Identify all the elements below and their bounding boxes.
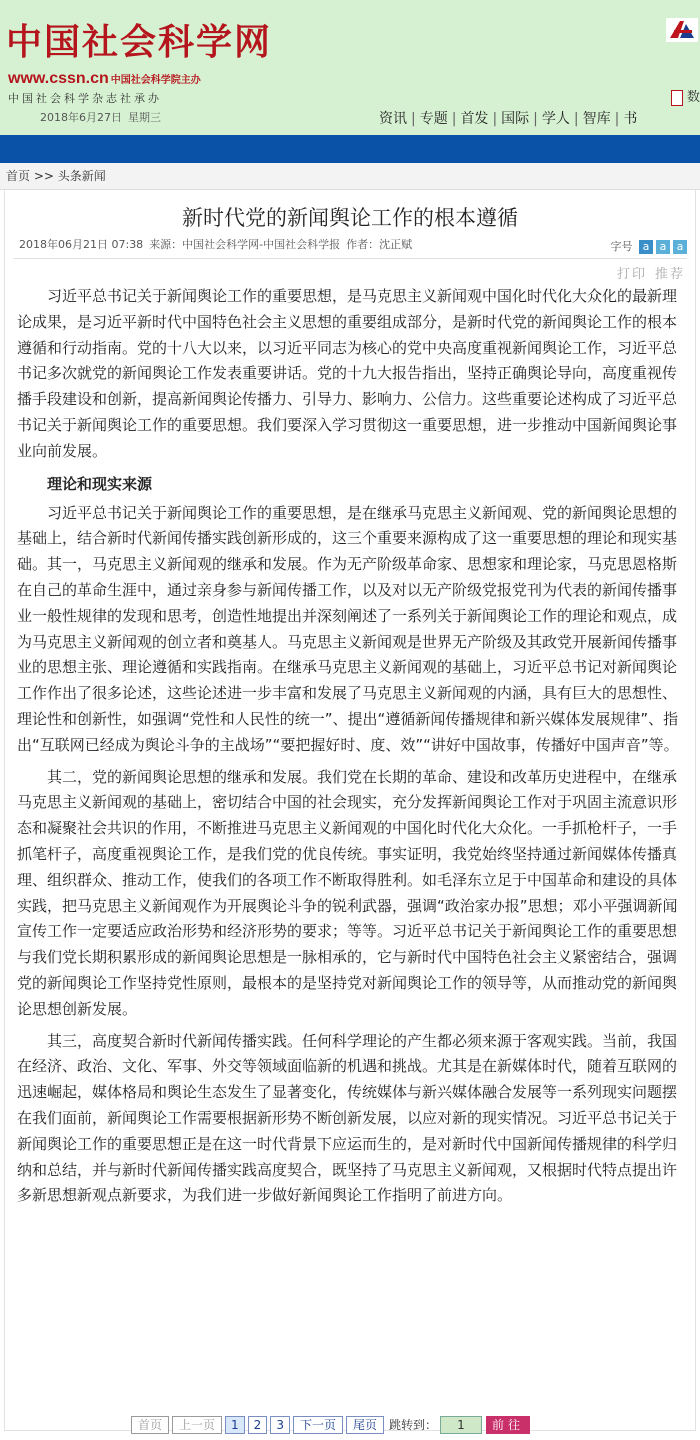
breadcrumb-section[interactable]: 头条新闻: [57, 169, 106, 183]
article-title: 新时代党的新闻舆论工作的根本遵循: [182, 206, 518, 230]
nav-item-news[interactable]: 资讯: [379, 111, 407, 127]
font-size-small-button[interactable]: a: [673, 240, 687, 254]
article-source: 来源：中国社会科学网-中国社会科学报: [149, 238, 341, 251]
article-subheading: 理论和现实来源: [47, 474, 153, 493]
font-size-medium-button[interactable]: a: [656, 240, 670, 254]
weekday-text: 星期三: [128, 111, 161, 124]
article-paragraph: 习近平总书记关于新闻舆论工作的重要思想，是在继承马克思主义新闻观、党的新闻舆论思想的基础上，结合新时代新闻传播实践创新形成的，这三个重要来源构成了这一重要思想的理论和现实基础。其一，马克思主义新闻观的继承和发展。作为无产阶级革命家、思想家和理论家，马克思恩格斯在自己的革命生涯中，通过亲身参与新闻传播工作，以及对以无产阶级党报党刊为代表的新闻传播事业一般性规律的发现和思考，创造性地提出并深刻阐述了一系列关于新闻舆论工作的理论和观点，成为马克思主义新闻观的创立者和奠基人。马克思主义新闻观是世界无产阶级及其政党开展新闻传播事业的思想主张、理论遵循和实践指南。在继承马克思主义新闻观的基础上，习近平总书记对新闻舆论工作作出了很多论述，这些论述进一步丰富和发展了马克思主义新闻观的内涵，具有巨大的思想性、理论性和创新性，如强调“党性和人民性的统一”、提出“遵循新闻传播规律和新兴媒体发展规律”、指出“互联网已经成为舆论斗争的主战场”“要把握好时、度、效”“讲好中国故事，传播好中国声音”等。: [17, 503, 679, 754]
nav-divider: |: [492, 111, 498, 127]
pager-page-1[interactable]: 1: [225, 1416, 245, 1434]
print-button[interactable]: 打印: [616, 267, 647, 282]
site-header: [0, 0, 700, 135]
pager-last-button[interactable]: 尾页: [346, 1416, 384, 1434]
article-container: [4, 190, 696, 1431]
breadcrumb: [0, 163, 700, 190]
pagination: [131, 1416, 530, 1434]
pager-next-button[interactable]: 下一页: [293, 1416, 343, 1434]
pager-go-button[interactable]: 前往: [486, 1416, 530, 1434]
nav-item-international[interactable]: 国际: [501, 111, 530, 127]
pager-jump-input[interactable]: 1: [440, 1416, 482, 1434]
breadcrumb-separator: >>: [33, 169, 54, 183]
pager-page-3[interactable]: 3: [270, 1416, 290, 1434]
nav-divider: |: [573, 111, 579, 127]
site-logo[interactable]: 中国社会科学网: [6, 21, 273, 63]
nav-item-topics[interactable]: 专题: [419, 111, 448, 127]
font-size-large-button[interactable]: a: [639, 240, 653, 254]
site-publisher: 中国社会科学杂志社承办: [8, 92, 162, 105]
main-nav: [375, 108, 641, 128]
article-tools: [5, 263, 695, 282]
article-author: 作者：沈正赋: [346, 238, 413, 251]
nav-item-first-release[interactable]: 首发: [460, 111, 489, 127]
nav-item-books[interactable]: 书: [623, 111, 638, 127]
article-paragraph: 习近平总书记关于新闻舆论工作的重要思想，是马克思主义新闻观中国化时代化大众化的最新理论成果，是习近平新时代中国特色社会主义思想的重要组成部分，是新时代党的新闻舆论工作的根本遵循和行动指南。党的十八大以来，以习近平同志为核心的党中央高度重视新闻舆论工作，习近平总书记多次就党的新闻舆论工作发表重要讲话。党的十九大报告指出，坚持正确舆论导向，高度重视传播手段建设和创新，提高新闻舆论传播力、引导力、影响力、公信力。这些重要论述构成了习近平总书记关于新闻舆论工作的重要思想。我们要深入学习贯彻这一重要思想，进一步推动中国新闻舆论事业向前发展。: [17, 287, 678, 460]
article-paragraph: 其二，党的新闻舆论思想的继承和发展。我们党在长期的革命、建设和改革历史进程中，在继承马克思主义新闻观的基础上，密切结合中国的社会现实，充分发挥新闻舆论工作对于巩固主流意识形态和凝聚社会共识的作用，不断推进马克思主义新闻观的中国化时代化大众化。一手抓枪杆子，一手抓笔杆子，高度重视舆论工作，是我们党的优良传统。事实证明，我党始终坚持通过新闻媒体传播真理、组织群众、推动工作，使我们的各项工作不断取得胜利。如毛泽东立足于中国革命和建设的具体实践，把马克思主义新闻观作为开展舆论斗争的锐利武器，强调“政治家办报”思想；邓小平强调新闻宣传工作一定要适应政治形势和经济形势的要求；等等。习近平总书记关于新闻舆论工作的重要思想与我们党长期积累形成的新闻舆论思想是一脉相承的，它与新时代中国特色社会主义紧密结合，强调党的新闻舆论工作坚持党性原则，最根本的是坚持党对新闻舆论工作的领导等，从而推动党的新闻舆论思想创新发展。: [17, 767, 678, 1018]
pager-prev-button[interactable]: 上一页: [172, 1416, 222, 1434]
site-url: [8, 70, 201, 88]
current-date: [40, 109, 167, 125]
pager-first-button[interactable]: 首页: [131, 1416, 169, 1434]
font-size-switcher: [611, 236, 688, 258]
nav-color-bar: [0, 135, 700, 163]
article-body: [17, 284, 683, 1215]
corner-link-text: 数: [686, 90, 700, 105]
breadcrumb-home[interactable]: 首页: [6, 169, 31, 183]
article-paragraph: 其三，高度契合新时代新闻传播实践。任何科学理论的产生都必须来源于客观实践。当前，我国在经济、政治、文化、军事、外交等领域面临新的机遇和挑战。尤其是在新媒体时代，随着互联网的迅速崛起，媒体格局和舆论生态发生了显著变化，传统媒体与新兴媒体融合发展等一系列现实问题摆在我们面前，新闻舆论工作需要根据新形势不断创新发展，以应对新的现实情况。习近平总书记关于新闻舆论工作的重要思想正是在这一时代背景下应运而生的，是对新时代中国新闻传播规律的科学归纳和总结，并与新时代新闻传播实践高度契合，既坚持了马克思主义新闻观，又根据时代特点提出许多新思想新观点新要求，为我们进一步做好新闻舆论工作指明了前进方向。: [17, 1031, 678, 1205]
nav-divider: |: [411, 111, 416, 127]
corner-link[interactable]: [671, 86, 700, 106]
date-text: 2018年6月27日: [40, 111, 122, 124]
nav-divider: |: [614, 111, 620, 127]
book-icon: [671, 90, 683, 106]
nav-item-scholars[interactable]: 学人: [541, 111, 570, 127]
nav-divider: |: [533, 111, 538, 127]
article-meta: [13, 234, 687, 259]
pager-jump-label: 跳转到：: [388, 1418, 437, 1432]
pager-page-2[interactable]: 2: [248, 1416, 268, 1434]
article-info: [19, 234, 418, 256]
partner-logo-icon[interactable]: [666, 18, 698, 42]
site-sponsor: 中国社会科学院主办: [110, 75, 201, 86]
font-size-label: 字号: [610, 240, 633, 253]
nav-divider: |: [451, 111, 457, 127]
site-url-text[interactable]: www.cssn.cn: [8, 70, 109, 87]
recommend-button[interactable]: 推荐: [654, 267, 685, 282]
article-datetime: 2018年06月21日 07:38: [19, 238, 144, 251]
nav-item-think-tank[interactable]: 智库: [582, 111, 611, 127]
